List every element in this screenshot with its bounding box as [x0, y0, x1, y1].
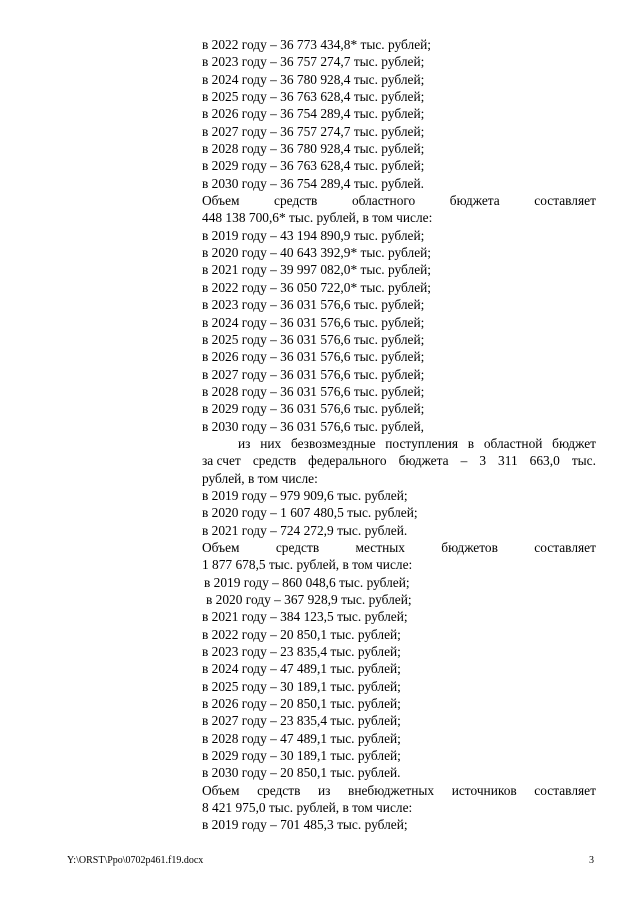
local-budget-total: 1 877 678,5 тыс. рублей, в том числе:	[202, 557, 413, 573]
year-line: в 2024 году – 36 780 928,4 тыс. рублей;	[202, 71, 425, 87]
year-line: в 2024 году – 36 031 576,6 тыс. рублей;	[202, 314, 425, 330]
para-word: федерального	[308, 453, 387, 469]
years-list-oblast	[202, 227, 596, 435]
para-word: из	[238, 435, 251, 451]
year-line: в 2029 году – 30 189,1 тыс. рублей;	[202, 748, 401, 764]
year-line: в 2027 году – 23 835,4 тыс. рублей;	[202, 713, 401, 729]
oblast-budget-total: 448 138 700,6* тыс. рублей, в том числе:	[202, 210, 433, 226]
year-line: в 2019 году – 860 048,6 тыс. рублей;	[204, 574, 410, 590]
para-word: за счет	[202, 453, 241, 469]
years-list-local	[202, 574, 596, 782]
year-line: в 2019 году – 979 909,6 тыс. рублей;	[202, 487, 408, 503]
year-line: в 2022 году – 36 773 434,8* тыс. рублей;	[202, 37, 432, 52]
year-line: в 2023 году – 23 835,4 тыс. рублей;	[202, 644, 401, 660]
para-word: безвозмездные	[290, 435, 376, 451]
para-word: поступления	[385, 435, 459, 451]
heading-word: бюджетов	[441, 539, 498, 555]
year-line: в 2028 году – 47 489,1 тыс. рублей;	[202, 730, 401, 746]
year-line: в 2022 году – 20 850,1 тыс. рублей;	[202, 626, 401, 642]
year-line: в 2023 году – 36 031 576,6 тыс. рублей;	[202, 297, 425, 313]
year-line: в 2025 году – 36 031 576,6 тыс. рублей;	[202, 331, 425, 347]
year-line: в 2019 году – 701 485,3 тыс. рублей;	[202, 817, 408, 833]
year-line: в 2021 году – 384 123,5 тыс. рублей;	[202, 609, 408, 625]
heading-word: составляет	[534, 193, 596, 209]
years-list-federal	[202, 487, 596, 539]
para-word: 3	[479, 453, 487, 469]
heading-word: средств	[257, 782, 301, 798]
year-line: в 2020 году – 40 643 392,9* тыс. рублей;	[202, 245, 432, 261]
year-line: в 2020 году – 367 928,9 тыс. рублей;	[206, 592, 412, 607]
year-line: в 2029 году – 36 763 628,4 тыс. рублей;	[202, 158, 425, 174]
year-line: в 2024 году – 47 489,1 тыс. рублей;	[202, 661, 401, 677]
year-line: в 2026 году – 36 754 289,4 тыс. рублей;	[202, 106, 425, 122]
para-word: 311	[498, 453, 518, 469]
page-number: 3	[589, 855, 594, 866]
heading-word: средств	[275, 539, 320, 555]
extrabudget-total: 8 421 975,0 тыс. рублей, в том числе:	[202, 800, 413, 816]
year-line: в 2027 году – 36 757 274,7 тыс. рублей;	[202, 123, 425, 139]
year-line: в 2025 году – 30 189,1 тыс. рублей;	[202, 678, 401, 694]
heading-word: областного	[351, 193, 416, 209]
year-line: в 2027 году – 36 031 576,6 тыс. рублей;	[202, 366, 425, 382]
heading-word: внебюджетных	[348, 782, 435, 798]
year-line: в 2019 году – 43 194 890,9 тыс. рублей;	[202, 227, 425, 243]
heading-word: составляет	[534, 539, 596, 555]
para-word: –	[460, 453, 468, 469]
para-word: областной	[483, 435, 543, 451]
heading-word: источников	[451, 782, 517, 798]
year-line: в 2020 году – 1 607 480,5 тыс. рублей;	[202, 505, 418, 521]
heading-word: средств	[274, 193, 318, 209]
document-body	[202, 36, 596, 834]
year-line: в 2029 году – 36 031 576,6 тыс. рублей;	[202, 401, 425, 417]
heading-word: бюджета	[449, 193, 500, 209]
year-line: в 2022 году – 36 050 722,0* тыс. рублей;	[202, 279, 432, 295]
year-line: в 2028 году – 36 780 928,4 тыс. рублей;	[202, 141, 425, 157]
year-line: в 2026 году – 20 850,1 тыс. рублей;	[202, 696, 401, 712]
year-line: в 2030 году – 36 754 289,4 тыс. рублей.	[202, 175, 424, 191]
heading-word: Объем	[202, 539, 240, 555]
para-word: тыс.	[571, 453, 596, 469]
para-word: бюджета	[398, 453, 449, 469]
para-word: в	[467, 435, 475, 451]
federal-para-line1	[202, 435, 596, 452]
year-line: в 2028 году – 36 031 576,6 тыс. рублей;	[202, 383, 425, 399]
heading-word: Объем	[202, 193, 240, 209]
year-line: в 2021 году – 724 272,9 тыс. рублей.	[202, 522, 408, 538]
federal-para-line2	[202, 452, 596, 469]
year-line: в 2026 году – 36 031 576,6 тыс. рублей;	[202, 349, 425, 365]
years-list-total	[202, 36, 596, 192]
para-word: них	[260, 435, 282, 451]
para-word: 663,0	[529, 453, 560, 469]
heading-word: из	[317, 782, 331, 798]
year-line: в 2025 году – 36 763 628,4 тыс. рублей;	[202, 89, 425, 105]
extrabudget-heading	[202, 782, 596, 799]
footer-file-path: Y:\ORST\Ppo\0702p461.f19.docx	[67, 855, 204, 866]
heading-word: составляет	[534, 782, 596, 798]
year-line: в 2021 году – 39 997 082,0* тыс. рублей;	[202, 262, 432, 278]
year-line: в 2030 году – 20 850,1 тыс. рублей.	[202, 765, 401, 781]
year-line: в 2030 году – 36 031 576,6 тыс. рублей,	[202, 418, 424, 434]
years-list-extrabudget	[202, 816, 596, 833]
federal-para-line3: рублей, в том числе:	[202, 470, 318, 486]
para-word: средств	[252, 453, 297, 469]
year-line: в 2023 году – 36 757 274,7 тыс. рублей;	[202, 54, 425, 70]
oblast-budget-heading	[202, 192, 596, 209]
para-word: бюджет	[552, 435, 596, 451]
local-budget-heading	[202, 539, 596, 556]
heading-word: местных	[355, 539, 405, 555]
heading-word: Объем	[202, 782, 240, 798]
